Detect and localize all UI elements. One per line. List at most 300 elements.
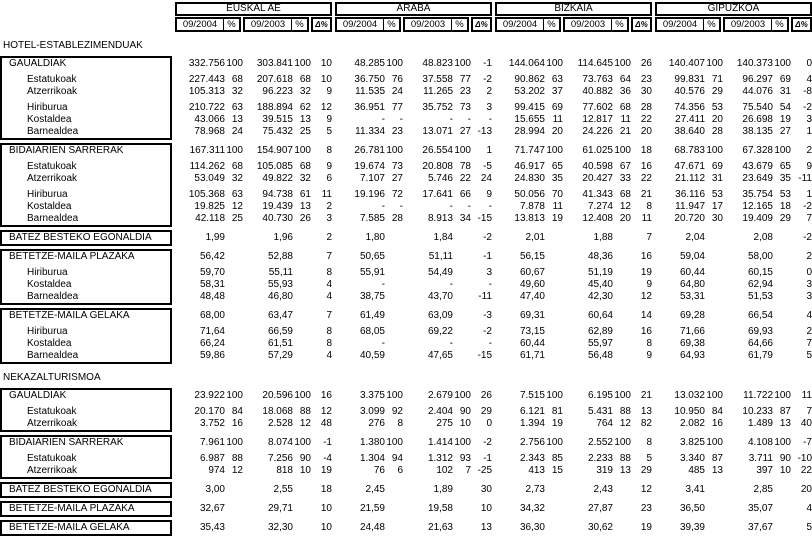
- cell-percent: 100: [614, 437, 631, 448]
- cell-value: 46,80: [267, 291, 293, 302]
- cell-percent: 85: [551, 453, 563, 464]
- cell-delta: 82: [640, 418, 652, 429]
- cell-percent: 81: [551, 406, 563, 417]
- cell-value: 66,59: [267, 326, 293, 337]
- period-2003-header: [563, 17, 629, 32]
- cell-percent: 21: [619, 126, 631, 137]
- row-label: Hiriburua: [27, 267, 68, 278]
- cell-percent: 78: [459, 161, 471, 172]
- period-2003-header: [723, 17, 789, 32]
- row-label: GAUALDIAK: [9, 390, 67, 401]
- cell-value: 19.674: [354, 161, 385, 172]
- cell-value: 6.195: [587, 390, 613, 401]
- cell-value: 13.071: [422, 126, 453, 137]
- cell-percent: 63: [231, 102, 243, 113]
- cell-value: 167.311: [189, 145, 225, 156]
- cell-value: 48,48: [199, 291, 225, 302]
- cell-delta: 4: [326, 350, 332, 361]
- column-headers-bizkaia: [495, 17, 652, 32]
- cell-value: 3,41: [685, 484, 705, 495]
- cell-value: 1.394: [519, 418, 545, 429]
- cell-percent: 8: [397, 418, 403, 429]
- row-label: Kostaldea: [27, 338, 72, 349]
- cell-percent: 71: [711, 74, 723, 85]
- cell-delta: 20: [800, 484, 812, 495]
- cell-percent: 73: [459, 102, 471, 113]
- cell-percent: 11: [620, 114, 631, 125]
- cell-delta: 7: [326, 310, 332, 321]
- cell-delta: 4: [806, 503, 812, 514]
- cell-value: -: [381, 279, 385, 290]
- cell-value: 35.752: [422, 102, 453, 113]
- cell-value: 332.756: [188, 58, 225, 69]
- cell-value: 40.730: [262, 213, 293, 224]
- cell-value: 47,65: [427, 350, 453, 361]
- cell-delta: 48: [320, 418, 332, 429]
- cell-delta: -: [488, 114, 492, 125]
- cell-value: 62,89: [587, 326, 613, 337]
- cell-value: 2,85: [753, 484, 773, 495]
- row-label: Atzerrikoak: [27, 418, 78, 429]
- cell-delta: 19: [640, 522, 652, 533]
- cell-value: 74.356: [674, 102, 705, 113]
- cell-value: 2.552: [587, 437, 613, 448]
- cell-percent: 13: [779, 418, 791, 429]
- cell-value: 94.738: [262, 189, 293, 200]
- cell-delta: -2: [483, 437, 492, 448]
- cell-value: 20.170: [194, 406, 225, 417]
- percent-label: %: [543, 19, 559, 30]
- cell-percent: 27: [779, 126, 791, 137]
- cell-delta: 16: [640, 251, 652, 262]
- table-row: [0, 390, 812, 402]
- cell-value: 67.328: [742, 145, 773, 156]
- cell-value: 51,19: [587, 267, 613, 278]
- cell-delta: -13: [477, 126, 492, 137]
- table-block: [0, 435, 812, 479]
- cell-percent: 6: [397, 465, 403, 476]
- cell-delta: 20: [640, 126, 652, 137]
- table-row: [0, 74, 812, 86]
- cell-value: 40.576: [674, 86, 705, 97]
- cell-value: 55,11: [268, 267, 293, 278]
- cell-delta: 11: [801, 390, 812, 401]
- table-row: [0, 326, 812, 338]
- cell-percent: 61: [299, 189, 311, 200]
- cell-value: 43.066: [194, 114, 225, 125]
- cell-value: 24,48: [359, 522, 385, 533]
- cell-value: 68,05: [359, 326, 385, 337]
- cell-percent: 100: [454, 58, 471, 69]
- row-label: Atzerrikoak: [27, 173, 78, 184]
- cell-delta: 13: [640, 406, 652, 417]
- cell-percent: 100: [774, 58, 791, 69]
- period-label: 09/2003: [250, 19, 286, 30]
- table-block: [0, 56, 812, 140]
- cell-value: 61,51: [267, 338, 293, 349]
- cell-percent: 33: [619, 173, 631, 184]
- cell-delta: 1: [806, 189, 812, 200]
- row-label: BATEZ BESTEKO EGONALDIA: [9, 484, 152, 495]
- cell-delta: 8: [326, 267, 332, 278]
- cell-value: 59,70: [199, 267, 225, 278]
- cell-percent: 68: [231, 161, 243, 172]
- cell-value: 21,59: [359, 503, 385, 514]
- group-header-euskal-ae: EUSKAL AE: [175, 2, 332, 16]
- cell-value: 73,15: [519, 326, 545, 337]
- period-2004-header: [495, 17, 561, 32]
- cell-value: 2,55: [273, 484, 293, 495]
- cell-value: 154.907: [256, 145, 293, 156]
- cell-value: 7.256: [267, 453, 293, 464]
- cell-delta: 3: [326, 213, 332, 224]
- cell-value: 66,24: [199, 338, 225, 349]
- cell-delta: 2: [806, 326, 812, 337]
- column-headers-gipuzkoa: [655, 17, 812, 32]
- cell-delta: -11: [798, 173, 812, 184]
- period-2003-header: [403, 17, 469, 32]
- table-row: [0, 161, 812, 173]
- cell-delta: 5: [806, 522, 812, 533]
- cell-value: 35.754: [742, 189, 773, 200]
- cell-value: -: [449, 114, 453, 125]
- cell-value: 55,93: [267, 279, 293, 290]
- cell-value: 7.515: [519, 390, 545, 401]
- column-headers-euskal-ae: [175, 17, 332, 32]
- cell-percent: 36: [619, 86, 631, 97]
- cell-percent: 24: [231, 126, 243, 137]
- cell-value: 1,88: [593, 232, 613, 243]
- cell-value: 62,94: [747, 279, 773, 290]
- period-2004-header: [655, 17, 721, 32]
- cell-delta: 23: [640, 74, 652, 85]
- cell-value: 2.233: [587, 453, 613, 464]
- cell-delta: 24: [480, 173, 492, 184]
- cell-percent: 12: [619, 201, 631, 212]
- cell-delta: -11: [478, 291, 492, 302]
- cell-value: 52,88: [267, 251, 293, 262]
- table-row: [0, 213, 812, 225]
- cell-value: 7.878: [519, 201, 545, 212]
- cell-value: 38,75: [359, 291, 385, 302]
- cell-value: 60,15: [747, 267, 773, 278]
- row-label: Kostaldea: [27, 279, 72, 290]
- cell-percent: 53: [779, 189, 791, 200]
- cell-percent: 100: [774, 145, 791, 156]
- row-label: BATEZ BESTEKO EGONALDIA: [9, 232, 152, 243]
- cell-value: 48.285: [354, 58, 385, 69]
- row-label: Estatukoak: [27, 453, 77, 464]
- cell-percent: 100: [386, 58, 403, 69]
- cell-delta: -: [488, 201, 492, 212]
- cell-value: 42,30: [587, 291, 613, 302]
- cell-value: 68,00: [199, 310, 225, 321]
- cell-percent: 11: [552, 114, 563, 125]
- cell-percent: 32: [231, 86, 243, 97]
- delta-percent-header: Δ%: [631, 17, 652, 32]
- cell-delta: 4: [326, 279, 332, 290]
- table-header-groups: [0, 2, 812, 16]
- cell-value: 319: [596, 465, 613, 476]
- cell-value: 69,28: [679, 310, 705, 321]
- cell-value: 20.427: [582, 173, 613, 184]
- cell-delta: 18: [320, 484, 332, 495]
- cell-value: 2,08: [753, 232, 773, 243]
- cell-value: 5.746: [427, 173, 453, 184]
- cell-delta: 8: [646, 437, 652, 448]
- cell-value: 56,48: [587, 350, 613, 361]
- cell-value: 818: [276, 465, 293, 476]
- cell-value: 39.515: [262, 114, 293, 125]
- cell-value: 43.679: [742, 161, 773, 172]
- cell-delta: -15: [477, 213, 492, 224]
- cell-delta: 8: [326, 145, 332, 156]
- cell-value: 40.882: [582, 86, 613, 97]
- cell-delta: -2: [483, 74, 492, 85]
- cell-value: 63,09: [427, 310, 453, 321]
- cell-value: 78.968: [194, 126, 225, 137]
- cell-percent: 100: [386, 390, 403, 401]
- cell-delta: 11: [321, 189, 332, 200]
- cell-value: 36,50: [679, 503, 705, 514]
- cell-percent: 63: [551, 74, 563, 85]
- cell-value: 36.116: [675, 189, 705, 200]
- cell-value: 49.822: [262, 173, 293, 184]
- cell-value: 64,80: [679, 279, 705, 290]
- cell-delta: 18: [640, 145, 652, 156]
- cell-percent: 67: [619, 161, 631, 172]
- row-label: Atzerrikoak: [27, 465, 78, 476]
- cell-percent: 69: [711, 161, 723, 172]
- group-header-araba: ARABA: [335, 2, 492, 16]
- cell-value: 37,67: [747, 522, 773, 533]
- cell-percent: 68: [619, 189, 631, 200]
- group-header-bizkaia: BIZKAIA: [495, 2, 652, 16]
- cell-value: 18.068: [262, 406, 293, 417]
- cell-percent: 20: [619, 213, 631, 224]
- cell-value: 49,60: [519, 279, 545, 290]
- delta-percent-header: Δ%: [791, 17, 812, 32]
- table-block: [0, 520, 812, 536]
- cell-delta: 8: [326, 338, 332, 349]
- delta-percent-header: Δ%: [311, 17, 332, 32]
- cell-delta: 5: [806, 350, 812, 361]
- cell-delta: 26: [480, 390, 492, 401]
- cell-value: 144.064: [508, 58, 545, 69]
- cell-percent: 100: [706, 58, 723, 69]
- table-header-columns: [0, 17, 812, 32]
- cell-delta: 9: [486, 189, 492, 200]
- cell-value: 53.049: [194, 173, 225, 184]
- period-label: 09/2004: [502, 19, 538, 30]
- cell-percent: 31: [711, 173, 723, 184]
- row-label: BETETZE-MAILA GELAKA: [9, 310, 130, 321]
- cell-delta: 2: [486, 86, 492, 97]
- section-heading: HOTEL-ESTABLEZIMENDUAK: [3, 40, 143, 51]
- percent-label: %: [223, 19, 239, 30]
- cell-delta: 10: [320, 522, 332, 533]
- cell-delta: 16: [640, 326, 652, 337]
- cell-value: 10.233: [742, 406, 773, 417]
- cell-percent: 27: [391, 173, 403, 184]
- cell-value: 36.951: [354, 102, 385, 113]
- cell-value: 276: [368, 418, 385, 429]
- section-heading: NEKAZALTURISMOA: [3, 372, 101, 383]
- cell-value: 71.747: [514, 145, 545, 156]
- row-label: BETETZE-MAILA PLAZAKA: [9, 503, 135, 514]
- percent-label: %: [703, 19, 719, 30]
- cell-percent: 100: [546, 145, 563, 156]
- cell-percent: 100: [706, 390, 723, 401]
- cell-value: 10.950: [674, 406, 705, 417]
- cell-delta: -7: [803, 437, 812, 448]
- cell-percent: 12: [299, 418, 311, 429]
- cell-value: 2.343: [519, 453, 545, 464]
- cell-value: 71,64: [199, 326, 225, 337]
- cell-delta: -2: [803, 102, 812, 113]
- cell-value: 35,43: [199, 522, 225, 533]
- cell-value: 76: [373, 465, 385, 476]
- cell-percent: 100: [706, 145, 723, 156]
- cell-value: 140.373: [736, 58, 773, 69]
- cell-percent: 30: [711, 213, 723, 224]
- cell-delta: 19: [320, 465, 332, 476]
- cell-delta: -4: [323, 453, 332, 464]
- table-row: [0, 503, 812, 515]
- cell-value: 1.489: [747, 418, 773, 429]
- cell-percent: 32: [299, 86, 311, 97]
- cell-value: 7.961: [199, 437, 225, 448]
- cell-value: 19,58: [427, 503, 453, 514]
- column-headers-araba: [335, 17, 492, 32]
- cell-delta: 10: [320, 503, 332, 514]
- cell-delta: 23: [640, 503, 652, 514]
- table-row: [0, 267, 812, 279]
- period-2004-header: [175, 17, 241, 32]
- cell-value: 4.108: [747, 437, 773, 448]
- cell-percent: 12: [619, 418, 631, 429]
- table-block: [0, 308, 812, 364]
- cell-percent: 63: [231, 189, 243, 200]
- cell-delta: 3: [806, 114, 812, 125]
- cell-percent: 22: [459, 173, 471, 184]
- cell-value: 60,44: [679, 267, 705, 278]
- cell-percent: 23: [391, 126, 403, 137]
- period-label: 09/2004: [662, 19, 698, 30]
- cell-value: 75.432: [262, 126, 293, 137]
- cell-delta: 16: [640, 161, 652, 172]
- cell-value: 21.112: [675, 173, 705, 184]
- cell-value: 12.408: [582, 213, 613, 224]
- cell-percent: 84: [231, 406, 243, 417]
- cell-percent: 24: [391, 86, 403, 97]
- cell-value: 75.540: [742, 102, 773, 113]
- percent-label: %: [611, 19, 627, 30]
- cell-delta: 40: [800, 418, 812, 429]
- cell-value: 61,79: [747, 350, 773, 361]
- cell-delta: 21: [640, 189, 652, 200]
- cell-value: 140.407: [668, 58, 705, 69]
- cell-percent: 100: [294, 390, 311, 401]
- cell-percent: 100: [294, 58, 311, 69]
- cell-percent: 100: [614, 58, 631, 69]
- cell-value: 58,00: [747, 251, 773, 262]
- cell-delta: 1: [486, 145, 492, 156]
- cell-delta: 30: [640, 86, 652, 97]
- cell-delta: 4: [806, 74, 812, 85]
- cell-percent: 100: [614, 145, 631, 156]
- period-label: 09/2004: [342, 19, 378, 30]
- cell-value: 764: [596, 418, 613, 429]
- table-row: [0, 201, 812, 213]
- table-block: [0, 501, 812, 517]
- cell-percent: -: [467, 114, 471, 125]
- cell-percent: 68: [299, 161, 311, 172]
- cell-delta: -2: [803, 201, 812, 212]
- cell-value: 227.443: [188, 74, 225, 85]
- cell-delta: 7: [806, 338, 812, 349]
- cell-value: 39,39: [679, 522, 705, 533]
- cell-value: 32,30: [267, 522, 293, 533]
- cell-value: 28.994: [514, 126, 545, 137]
- row-label: Hiriburua: [27, 102, 68, 113]
- cell-value: 3.340: [679, 453, 705, 464]
- cell-delta: 6: [326, 173, 332, 184]
- cell-percent: 10: [459, 418, 471, 429]
- cell-value: 64,93: [679, 350, 705, 361]
- cell-delta: 1: [806, 126, 812, 137]
- cell-delta: 0: [806, 58, 812, 69]
- cell-value: 8.074: [267, 437, 293, 448]
- cell-value: 27,87: [587, 503, 613, 514]
- cell-delta: 8: [646, 338, 652, 349]
- cell-value: 44.076: [742, 86, 773, 97]
- row-label: BIDAIARIEN SARRERAK: [9, 437, 124, 448]
- cell-percent: 87: [779, 406, 791, 417]
- cell-percent: 69: [551, 102, 563, 113]
- cell-value: 11.947: [675, 201, 705, 212]
- cell-percent: 37: [551, 86, 563, 97]
- cell-value: 38.640: [674, 126, 705, 137]
- cell-value: 7.107: [359, 173, 385, 184]
- cell-value: 30,62: [587, 522, 613, 533]
- cell-delta: -10: [797, 453, 812, 464]
- cell-delta: 7: [806, 406, 812, 417]
- table-row: [0, 232, 812, 244]
- cell-percent: 7: [465, 465, 471, 476]
- table-row: [0, 251, 812, 263]
- cell-delta: -8: [803, 86, 812, 97]
- cell-value: 2.082: [679, 418, 705, 429]
- cell-value: 47.671: [674, 161, 705, 172]
- cell-delta: -3: [483, 310, 492, 321]
- cell-value: 105.368: [188, 189, 225, 200]
- cell-percent: 100: [546, 390, 563, 401]
- table-row: [0, 338, 812, 350]
- cell-value: 12.165: [742, 201, 773, 212]
- cell-percent: 11: [552, 201, 563, 212]
- cell-percent: 100: [386, 145, 403, 156]
- cell-delta: 7: [646, 232, 652, 243]
- cell-value: 64,66: [747, 338, 773, 349]
- cell-percent: 76: [391, 74, 403, 85]
- row-label: Estatukoak: [27, 161, 77, 172]
- cell-value: 1.312: [427, 453, 453, 464]
- cell-percent: 20: [711, 114, 723, 125]
- cell-percent: -: [399, 201, 403, 212]
- cell-value: 42.118: [195, 213, 225, 224]
- cell-value: 207.618: [256, 74, 293, 85]
